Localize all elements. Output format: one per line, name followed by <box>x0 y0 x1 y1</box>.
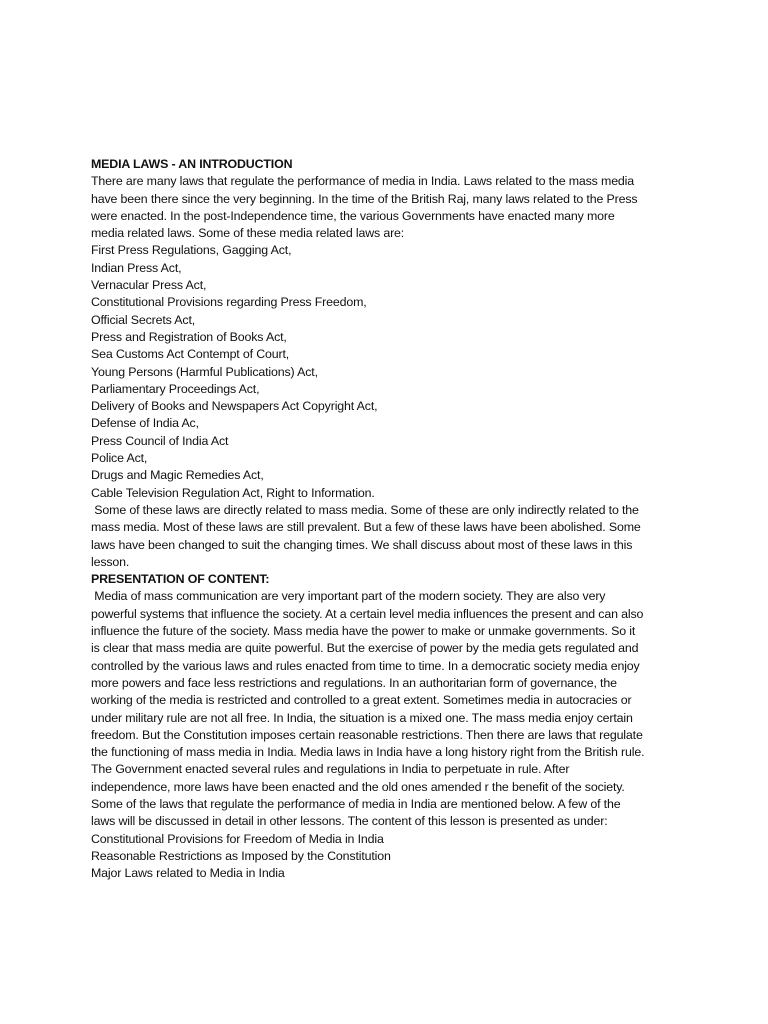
law-item: Defense of India Ac, <box>91 416 199 431</box>
content-line: under military rule are not all free. In India, the situation is a mixed one. The mass media enjoy certain <box>91 710 633 725</box>
outline-item: Major Laws related to Media in India <box>91 866 285 881</box>
summary-line: laws have been changed to suit the changing times. We shall discuss about most of these laws in this <box>91 537 633 552</box>
summary-line: Some of these laws are directly related to mass media. Some of these are only indirectly related to the <box>91 502 639 517</box>
intro-line: media related laws. Some of these media related laws are: <box>91 226 405 241</box>
section-heading: PRESENTATION OF CONTENT: <box>91 572 270 587</box>
law-item: Delivery of Books and Newspapers Act Copyright Act, <box>91 399 378 414</box>
content-line: Some of the laws that regulate the performance of media in India are mentioned below. A few of the <box>91 796 621 811</box>
content-line: influence the future of the society. Mass media have the power to make or unmake governments. So it <box>91 624 636 639</box>
content-line: is clear that mass media are quite powerful. But the exercise of power by the media gets regulated and <box>91 641 639 656</box>
law-item: Police Act, <box>91 451 148 466</box>
intro-line: There are many laws that regulate the performance of media in India. Laws related to the mass media <box>91 174 635 189</box>
content-line: more powers and face less restrictions and regulations. In an authoritarian form of governance, the <box>91 675 617 690</box>
content-line: powerful systems that influence the society. At a certain level media influences the present and can also <box>91 606 644 621</box>
intro-line: have been there since the very beginning. In the time of the British Raj, many laws related to the Press <box>91 191 638 206</box>
law-item: Official Secrets Act, <box>91 312 196 327</box>
outline-item: Constitutional Provisions for Freedom of Media in India <box>91 831 384 846</box>
outline-list <box>91 831 711 883</box>
content-line: laws will be discussed in detail in other lessons. The content of this lesson is presented as under: <box>91 814 608 829</box>
law-item: Indian Press Act, <box>91 260 182 275</box>
content-paragraph <box>91 588 711 830</box>
law-item: Press Council of India Act <box>91 433 229 448</box>
summary-paragraph <box>91 502 711 571</box>
law-item: Constitutional Provisions regarding Press Freedom, <box>91 295 367 310</box>
law-item: Vernacular Press Act, <box>91 278 207 293</box>
content-line: The Government enacted several rules and regulations in India to perpetuate in rule. After <box>91 762 570 777</box>
document-page <box>91 156 711 882</box>
law-item: First Press Regulations, Gagging Act, <box>91 243 292 258</box>
summary-line: mass media. Most of these laws are still prevalent. But a few of these laws have been abolished. Some <box>91 520 641 535</box>
content-line: Media of mass communication are very important part of the modern society. They are also very <box>91 589 606 604</box>
content-line: independence, more laws have been enacted and the old ones amended r the benefit of the society. <box>91 779 625 794</box>
laws-list <box>91 242 711 501</box>
content-line: freedom. But the Constitution imposes certain reasonable restrictions. Then there are laws that regulate <box>91 727 643 742</box>
law-item: Sea Customs Act Contempt of Court, <box>91 347 290 362</box>
content-line: working of the media is restricted and controlled to a great extent. Sometimes media in autocracies or <box>91 693 632 708</box>
content-line: controlled by the various laws and rules enacted from time to time. In a democratic society media enjoy <box>91 658 640 673</box>
law-item: Parliamentary Proceedings Act, <box>91 381 260 396</box>
intro-paragraph <box>91 173 711 242</box>
summary-line: lesson. <box>91 554 130 569</box>
outline-item: Reasonable Restrictions as Imposed by the Constitution <box>91 848 391 863</box>
intro-line: were enacted. In the post-Independence time, the various Governments have enacted many more <box>91 208 615 223</box>
law-item: Cable Television Regulation Act, Right to Information. <box>91 485 375 500</box>
document-title: MEDIA LAWS - AN INTRODUCTION <box>91 157 293 171</box>
law-item: Young Persons (Harmful Publications) Act, <box>91 364 318 379</box>
law-item: Press and Registration of Books Act, <box>91 329 287 344</box>
law-item: Drugs and Magic Remedies Act, <box>91 468 264 483</box>
content-line: the functioning of mass media in India. Media laws in India have a long history right from the British rule. <box>91 745 645 760</box>
